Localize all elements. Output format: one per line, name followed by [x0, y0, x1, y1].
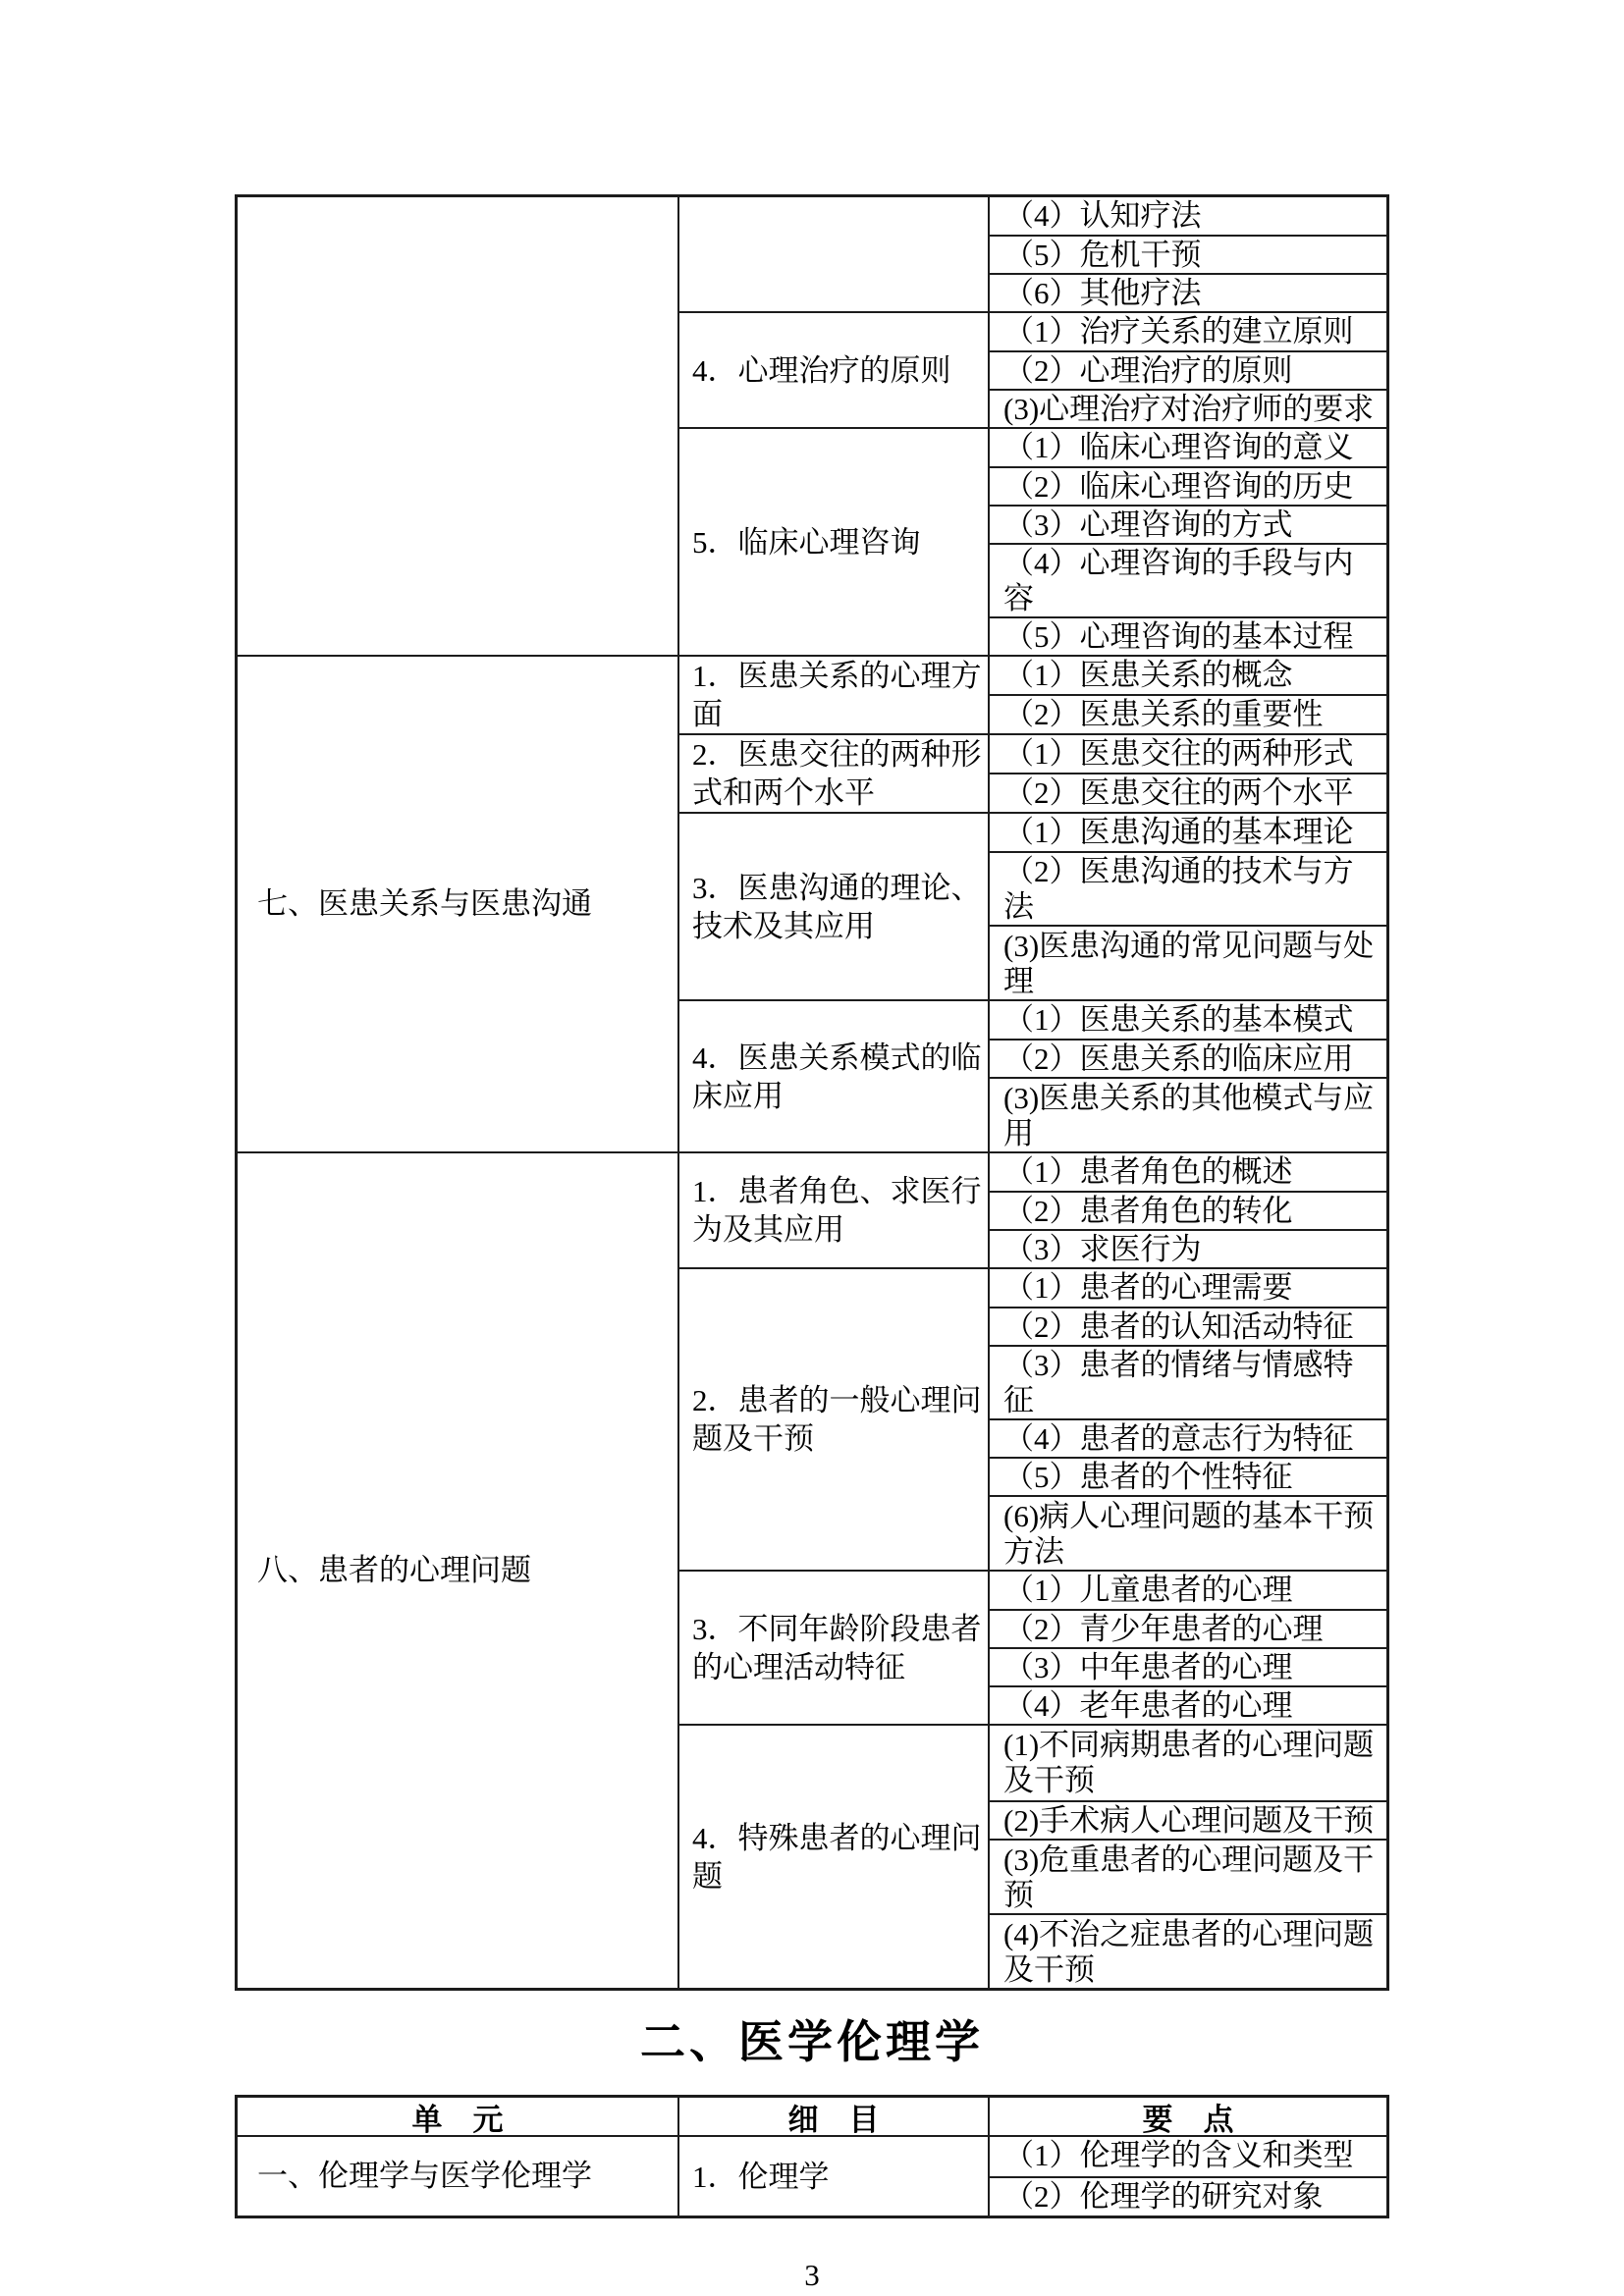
point-cell: （5）患者的个性特征 — [990, 1457, 1386, 1495]
point-cell: （1）医患关系的概念 — [1003, 658, 1293, 692]
point-cell: （1）医患关系的基本模式 — [1003, 1002, 1354, 1037]
points-column — [990, 1269, 1386, 1570]
point-cell: （2）医患沟通的技术与方法 — [990, 851, 1386, 925]
point-cell: （1）患者角色的概述 — [1003, 1154, 1293, 1189]
point-cell: （3）中年患者的心理 — [990, 1647, 1386, 1685]
detail-group — [679, 2137, 1386, 2216]
point-cell: （2）医患关系的临床应用 — [990, 1039, 1386, 1077]
detail-cell: 3．不同年龄阶段患者的心理活动特征 — [679, 1572, 990, 1724]
table-header-point: 要 点 — [1142, 2102, 1234, 2137]
points-column — [990, 735, 1386, 812]
section-heading: 二、医学伦理学 — [640, 2016, 984, 2067]
point-cell: （2）医患关系的重要性 — [990, 694, 1386, 732]
detail-group — [679, 197, 1386, 311]
table-header-unit: 单 元 — [238, 2098, 679, 2135]
point-cell: (6)病人心理问题的基本干预方法 — [990, 1495, 1386, 1570]
point-cell: （1）临床心理咨询的意义 — [1003, 430, 1354, 464]
point-cell: （3）求医行为 — [990, 1229, 1386, 1267]
detail-cell — [679, 197, 990, 311]
point-cell: （3）心理咨询的方式 — [990, 505, 1386, 543]
points-column — [990, 197, 1386, 311]
point-cell: （2）患者的认知活动特征 — [990, 1307, 1386, 1345]
points-column — [990, 2137, 1386, 2216]
point-cell: （4）患者的意志行为特征 — [990, 1418, 1386, 1457]
point-cell: （2）临床心理咨询的历史 — [990, 466, 1386, 505]
point-cell: （1）医患交往的两种形式 — [1003, 736, 1354, 771]
point-cell: （1）伦理学的含义和类型 — [1003, 2138, 1354, 2172]
detail-group — [679, 1724, 1386, 1988]
point-cell: (3)医患沟通的常见问题与处理 — [990, 925, 1386, 999]
detail-cell: 4．心理治疗的原则 — [679, 313, 990, 427]
point-cell: （1）患者的心理需要 — [1003, 1270, 1293, 1305]
unit-cell — [238, 197, 679, 655]
detail-group — [679, 812, 1386, 999]
point-cell: （1）医患沟通的基本理论 — [1003, 815, 1354, 849]
points-column — [990, 657, 1386, 733]
table-section-7 — [238, 655, 1386, 1151]
point-cell: (1)不同病期患者的心理问题及干预 — [1003, 1728, 1375, 1797]
point-cell: （2）医患交往的两个水平 — [990, 773, 1386, 811]
content-area — [235, 194, 1389, 2293]
point-cell: （2）患者角色的转化 — [990, 1191, 1386, 1229]
page-number: 3 — [804, 2258, 820, 2292]
detail-cell: 2．医患交往的两种形式和两个水平 — [679, 735, 990, 812]
table-row — [238, 2137, 1386, 2216]
point-cell: (4)不治之症患者的心理问题及干预 — [990, 1913, 1386, 1988]
table-header-item: 细 目 — [679, 2098, 990, 2135]
detail-cell: 5．临床心理咨询 — [679, 429, 990, 655]
points-column — [990, 313, 1386, 427]
point-cell: （4）心理咨询的手段与内容 — [990, 543, 1386, 616]
points-column — [990, 814, 1386, 999]
detail-cell: 1．患者角色、求医行为及其应用 — [679, 1153, 990, 1267]
point-cell: （4）老年患者的心理 — [990, 1685, 1386, 1724]
point-cell: （1）治疗关系的建立原则 — [1003, 314, 1354, 348]
point-cell: (2)手术病人心理问题及干预 — [990, 1800, 1386, 1839]
detail-group — [679, 999, 1386, 1151]
detail-group — [679, 733, 1386, 812]
point-cell: （5）危机干预 — [990, 235, 1386, 273]
detail-group — [679, 1153, 1386, 1267]
point-cell: (3)医患关系的其他模式与应用 — [990, 1077, 1386, 1151]
points-column — [990, 1001, 1386, 1151]
point-cell: (3)心理治疗对治疗师的要求 — [990, 389, 1386, 427]
point-cell: （6）其他疗法 — [990, 273, 1386, 311]
psychology-syllabus-table — [235, 194, 1389, 1991]
point-cell: （1）儿童患者的心理 — [1003, 1573, 1293, 1607]
points-column — [990, 1572, 1386, 1724]
detail-group — [679, 1570, 1386, 1724]
unit-cell: 八、患者的心理问题 — [238, 1153, 679, 1988]
detail-group — [679, 311, 1386, 427]
detail-group — [679, 427, 1386, 655]
section-details — [679, 657, 1386, 1151]
point-cell: （2）心理治疗的原则 — [990, 350, 1386, 389]
detail-cell: 2．患者的一般心理问题及干预 — [679, 1269, 990, 1570]
ethics-syllabus-table — [235, 2095, 1389, 2218]
unit-cell: 七、医患关系与医患沟通 — [238, 657, 679, 1151]
detail-cell: 3．医患沟通的理论、技术及其应用 — [679, 814, 990, 999]
point-cell: （3）患者的情绪与情感特征 — [990, 1345, 1386, 1418]
point-cell: （5）心理咨询的基本过程 — [990, 616, 1386, 655]
detail-cell: 1．医患关系的心理方面 — [679, 657, 990, 733]
points-column — [990, 1726, 1386, 1988]
point-cell: （2）伦理学的研究对象 — [990, 2176, 1386, 2216]
section-details — [679, 197, 1386, 655]
table-section-continued — [238, 197, 1386, 655]
point-cell: （2）青少年患者的心理 — [990, 1609, 1386, 1647]
section-details — [679, 2137, 1386, 2216]
points-column — [990, 1153, 1386, 1267]
detail-cell: 4．特殊患者的心理问题 — [679, 1726, 990, 1988]
detail-cell: 1．伦理学 — [679, 2137, 990, 2216]
unit-cell: 一、伦理学与医学伦理学 — [238, 2137, 679, 2216]
points-column — [990, 429, 1386, 655]
section-details — [679, 1153, 1386, 1988]
detail-group — [679, 1267, 1386, 1570]
point-cell: (3)危重患者的心理问题及干预 — [990, 1839, 1386, 1913]
detail-group — [679, 657, 1386, 733]
point-cell: （4）认知疗法 — [1003, 198, 1202, 233]
table-header-row — [238, 2098, 1386, 2137]
detail-cell: 4．医患关系模式的临床应用 — [679, 1001, 990, 1151]
table-section-8 — [238, 1151, 1386, 1988]
